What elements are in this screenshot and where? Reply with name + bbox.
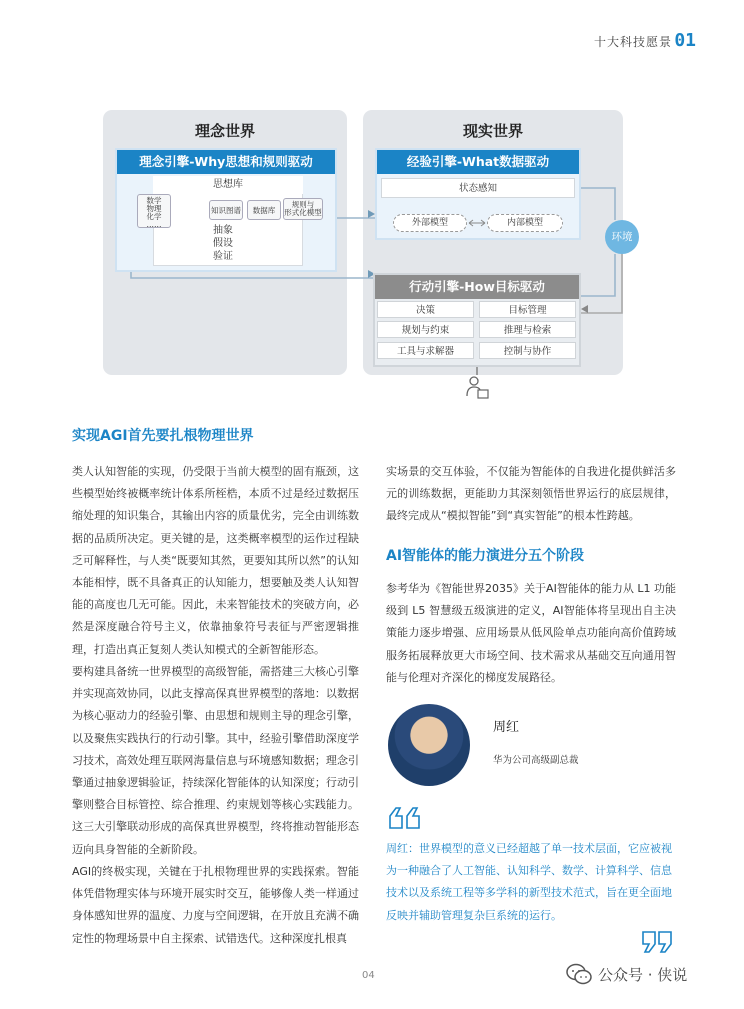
abstract-hypothesis-verify: [203, 224, 243, 263]
action-cell: 决策: [377, 301, 474, 318]
right-paragraph-2: 参考华为《智能世界2035》关于AI智能体的能力从 L1 功能级到 L5 智慧级五级演进的定义，AI智能体将呈现出自主决策能力逐步增强、应用场景从低风险单点功能向高价值跨域服务拓展释放更大市场空间、技术需求从基础交互向通用智能与伦理对齐深化的梯度发展路径。: [386, 582, 676, 684]
state-sensing-box: 状态感知: [381, 178, 575, 198]
environment-circle: 环境: [605, 220, 639, 254]
action-engine-title: 行动引擎-How目标驱动: [375, 275, 579, 299]
idea-engine-title: 理念引擎-Why思想和规则驱动: [117, 150, 335, 174]
action-cell: 目标管理: [479, 301, 576, 318]
stack-line: 数据库: [252, 206, 276, 215]
action-cell: 推理与检索: [479, 321, 576, 338]
external-model-oval: 外部模型: [393, 214, 467, 232]
stack-rules-models: [283, 198, 323, 220]
hypothesis-label: 假设: [213, 238, 233, 249]
close-quote-icon: [640, 930, 674, 954]
avatar: [388, 704, 470, 786]
left-paragraph-3: AGI的终极实现，关键在于扎根物理世界的实践探索。智能体凭借物理实体与环境开展实时交互，能够像人类一样通过身体感知世界的温度、力度与空间逻辑，在开放且充满不确定性的物理场景中自主探索、试错迭代。这种深度扎根真: [72, 865, 359, 945]
stack-line: 知识图谱: [211, 206, 241, 215]
action-cell: 工具与求解器: [377, 342, 474, 359]
stack-math-physics: [137, 194, 171, 228]
bidirectional-arrow-icon: [467, 218, 487, 228]
verify-label: 验证: [213, 251, 233, 262]
header-title: 十大科技愿景: [593, 35, 672, 49]
page-number: 04: [362, 970, 375, 981]
world-model-diagram: [103, 108, 643, 375]
stack-knowledge-graph: [209, 200, 243, 220]
stack-line: ……: [146, 220, 162, 229]
stack-database: [247, 200, 281, 220]
thought-library-label: 思想库: [153, 176, 303, 194]
stack-line: 化学: [146, 212, 162, 221]
internal-model-oval: 内部模型: [487, 214, 563, 232]
left-heading: 实现AGI首先要扎根物理世界: [72, 428, 254, 444]
ideal-world-title: 理念世界: [194, 122, 255, 140]
action-cell: 规划与约束: [377, 321, 474, 338]
left-paragraph-1: 类人认知智能的实现，仍受限于当前大模型的固有瓶颈，这些模型始终被概率统计体系所桎梏，本质不过是经过数据压缩处理的知识集合，其输出内容的质量优劣，完全由训练数据的品质所决定。更关键的是，这类概率模型的运作过程缺乏可解释性，与人类“既要知其然，更要知其所以然”的认知本能相悖，既不具备真正的认知能力，想要触及类人认知智能的高度也几无可能。因此，未来智能技术的突破方向，必然是深度融合符号主义，依靠抽象符号表征与严密逻辑推理，打造出真正复刻人类认知模式的全新智能形态。: [72, 465, 359, 656]
real-world-title: 现实世界: [462, 122, 523, 140]
right-heading: AI智能体的能力演进分五个阶段: [386, 548, 585, 564]
watermark-text: 公众号 · 侠说: [598, 965, 688, 984]
stack-line: 物理: [146, 204, 162, 213]
left-paragraph-2: 要构建具备统一世界模型的高级智能，需搭建三大核心引擎并实现高效协同，以此支撑高保真世界模型的落地：以数据为核心驱动力的经验引擎、由思想和规则主导的理念引擎，以及聚焦实践执行的行动引擎。其中，经验引擎借助深度学习技术，高效处理互联网海量信息与环境感知数据；理念引擎通过抽象逻辑验证，持续深化智能体的认知深度；行动引擎则整合目标管控、综合推理、约束规划等核心实践能力。这三大引擎联动形成的高保真世界模型，终将推动智能形态迈向具身智能的全新阶段。: [72, 665, 359, 856]
stack-line: 形式化模型: [284, 208, 322, 217]
wechat-icon: [566, 963, 592, 985]
user-with-screen-icon: [465, 376, 489, 400]
quote-text: 周红：世界模型的意义已经超越了单一技术层面，它应被视为一种融合了人工智能、认知科学、数学、计算科学、信息技术以及系统工程等多学科的新型技术范式，旨在更全面地反映并辅助管理复杂巨系统的运行。: [386, 842, 672, 922]
person-name: 周红: [493, 720, 520, 735]
action-cell: 控制与协作: [479, 342, 576, 359]
stack-line: 规则与: [291, 200, 315, 209]
experience-engine-title: 经验引擎-What数据驱动: [377, 150, 579, 174]
chapter-number: 01: [674, 30, 696, 51]
right-paragraph-1: 实场景的交互体验，不仅能为智能体的自我进化提供鲜活多元的训练数据，更能助力其深刻领悟世界运行的底层规律，最终完成从“模拟智能”到“真实智能”的根本性跨越。: [386, 465, 676, 523]
person-title: 华为公司高级副总裁: [493, 755, 579, 766]
stack-line: 数学: [146, 196, 162, 205]
watermark: [566, 963, 687, 985]
open-quote-icon: [388, 806, 422, 830]
abstract-label: 抽象: [213, 225, 233, 236]
